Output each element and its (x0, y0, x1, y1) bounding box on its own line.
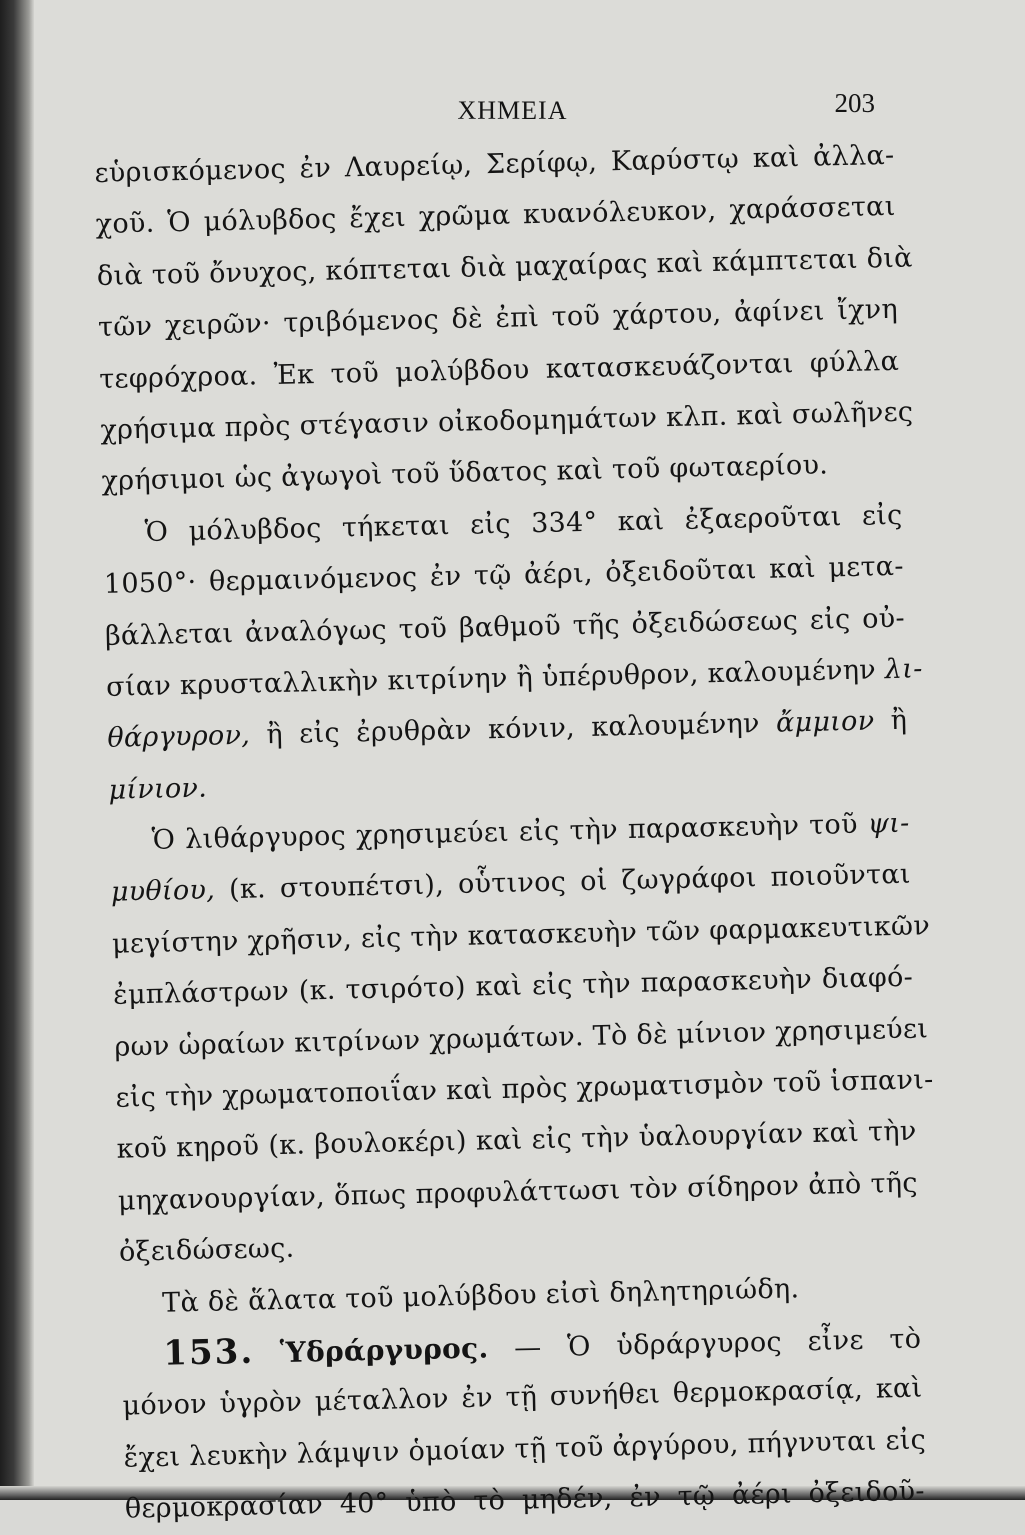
text-line: ὀξειδώσεως. (118, 1232, 295, 1268)
section-title: Ὑδράργυρος. (279, 1331, 489, 1370)
text-run: (κ. στουπέτσι), οὗτινος οἱ ζωγράφοι ποιοῦνται (228, 859, 912, 906)
text-line: χρήσιμοι ὡς ἀγωγοὶ τοῦ ὕδατος καὶ τοῦ φωταερίου. (101, 449, 829, 498)
body-text (94, 130, 934, 1535)
text-line: διὰ τοῦ ὄνυχος, κόπτεται διὰ μαχαίρας καὶ κάμπτεται διὰ (96, 242, 913, 292)
running-title: ΧΗΜΕΙΑ (457, 96, 568, 125)
text-line: τεφρόχροα. Ἐκ τοῦ μολύβδου κατασκευάζονται φύλλα (98, 345, 900, 395)
text-run: σίαν κρυσταλλικὴν κιτρίνην ἢ ὑπέρυθρον, καλουμένην (105, 654, 877, 703)
text-line: κοῦ κηροῦ (κ. βουλοκέρι) καὶ εἰς τὴν ὑαλουργίαν καὶ τὴν (116, 1116, 917, 1166)
text-line: Ὁ μόλυβδος τήκεται εἰς 334° καὶ ἐξαεροῦται εἰς (144, 499, 903, 548)
text-run: ἢ (890, 704, 908, 737)
text-run: — Ὁ ὑδράργυρος εἶνε τὸ (513, 1323, 922, 1364)
italic-term: ψι- (867, 807, 910, 840)
text-line: μεγίστην χρῆσιν, εἰς τὴν κατασκευὴν τῶν φαρμακευτικῶν (111, 910, 931, 960)
text-line: χοῦ. Ὁ μόλυβδος ἔχει χρῶμα κυανόλευκον, χαράσσεται (95, 191, 896, 241)
text-line: βάλλεται ἀναλόγως τοῦ βαθμοῦ τῆς ὀξειδώσεως εἰς οὐ- (104, 602, 906, 652)
text-run: ἢ εἰς ἐρυθρὰν κόνιν, καλουμένην (266, 708, 761, 751)
text-line: Τὰ δὲ ἅλατα τοῦ μολύβδου εἰσὶ δηλητηριώδη. (161, 1272, 800, 1319)
italic-term: ἄμμιον (775, 705, 875, 739)
italic-term: θάργυρον, (107, 719, 251, 755)
page-number: 203 (834, 88, 875, 118)
italic-term: μυθίου, (110, 874, 216, 909)
text-line: ἔχει λευκὴν λάμψιν ὁμοίαν τῇ τοῦ ἀργύρου, πήγνυται εἰς (123, 1424, 927, 1474)
italic-term: μίνιον. (108, 772, 208, 806)
text-line: 1050°· θερμαινόμενος ἐν τῷ ἀέρι, ὀξειδοῦται καὶ μετα- (103, 550, 905, 601)
text-line: εἰς τὴν χρωματοποιΐαν καὶ πρὸς χρωματισμὸν τοῦ ἱσπανι- (115, 1064, 934, 1114)
text-line: εὑρισκόμενος ἐν Λαυρείῳ, Σερίφῳ, Καρύστῳ καὶ ἀλλα- (94, 139, 895, 189)
italic-term: λι- (884, 653, 923, 686)
text-line: θερμοκρασίαν 40° ὑπὸ τὸ μηδέν, ἐν τῷ ἀέρι ὀξειδοῦ- (124, 1475, 926, 1525)
text-run: Ὁ λιθάργυρος χρησιμεύει εἰς τὴν παρασκευὴν τοῦ (151, 808, 859, 856)
text-line: τῶν χειρῶν· τριβόμενος δὲ ἐπὶ τοῦ χάρτου, ἀφίνει ἴχνη (97, 293, 899, 344)
text-line: ἐμπλάστρων (κ. τσιρότο) καὶ εἰς τὴν παρασκευὴν διαφό- (112, 961, 914, 1012)
section-number: 153. (162, 1331, 255, 1374)
text-line: ρων ὡραίων κιτρίνων χρωμάτων. Τὸ δὲ μίνιον χρησιμεύει (114, 1012, 929, 1063)
text-line: μόνον ὑγρὸν μέταλλον ἐν τῇ συνήθει θερμοκρασίᾳ, καὶ (122, 1372, 923, 1423)
text-line: μηχανουργίαν, ὅπως προφυλάττωσι τὸν σίδηρον ἀπὸ τῆς (117, 1167, 919, 1217)
text-line: χρήσιμα πρὸς στέγασιν οἰκοδομημάτων κλπ. καὶ σωλῆνες (100, 396, 914, 446)
page-binding-shadow (0, 0, 34, 1500)
